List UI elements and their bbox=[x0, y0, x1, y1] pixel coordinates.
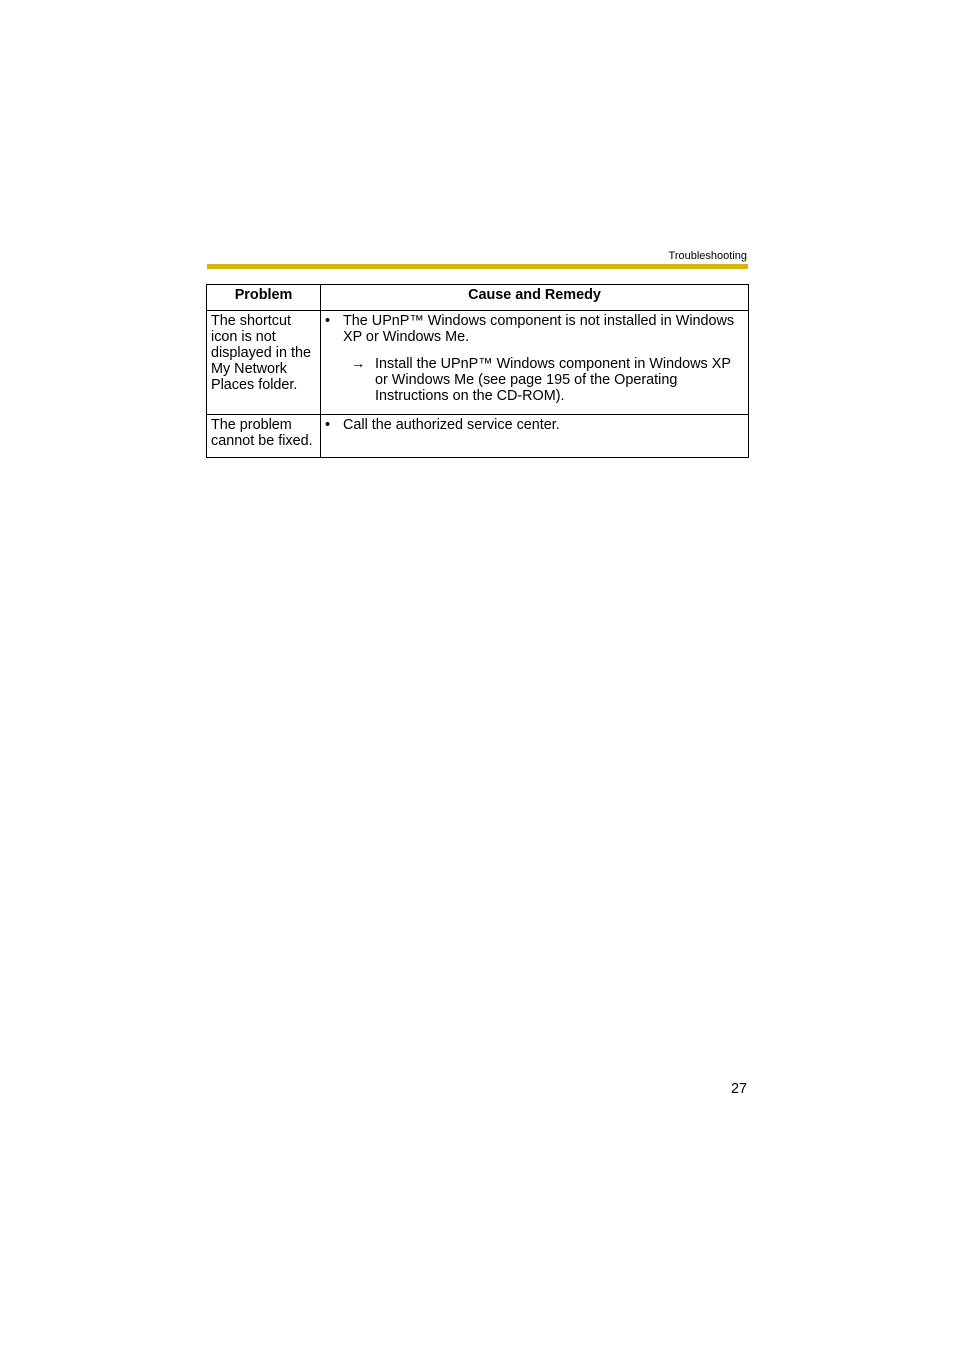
troubleshooting-table bbox=[206, 284, 749, 458]
page-number: 27 bbox=[730, 1081, 747, 1097]
bullet-icon: • bbox=[325, 313, 331, 329]
column-header-cause-remedy: Cause and Remedy bbox=[321, 285, 749, 311]
problem-cell: The problem cannot be fixed. bbox=[207, 415, 321, 458]
table-row bbox=[207, 415, 749, 458]
cause-item bbox=[325, 417, 742, 433]
cause-item bbox=[325, 313, 742, 345]
cause-text: Call the authorized service center. bbox=[343, 417, 560, 433]
section-title: Troubleshooting bbox=[668, 250, 747, 262]
table-header-row bbox=[207, 285, 749, 311]
cause-text: The UPnP™ Windows component is not installed in Windows XP or Windows Me. bbox=[343, 313, 735, 345]
table-row bbox=[207, 311, 749, 415]
bullet-icon: • bbox=[325, 417, 331, 433]
remedy-text: Install the UPnP™ Windows component in Windows XP or Windows Me (see page 195 of the Operating Instructions on the CD-ROM). bbox=[375, 356, 731, 404]
header-accent-bar bbox=[207, 264, 748, 269]
arrow-right-icon: → bbox=[351, 356, 366, 372]
remedy-item bbox=[325, 356, 742, 404]
column-header-problem: Problem bbox=[207, 285, 321, 311]
problem-cell: The shortcut icon is not displayed in the My Network Places folder. bbox=[207, 311, 321, 415]
cause-remedy-cell bbox=[321, 311, 749, 415]
cause-remedy-cell bbox=[321, 415, 749, 458]
